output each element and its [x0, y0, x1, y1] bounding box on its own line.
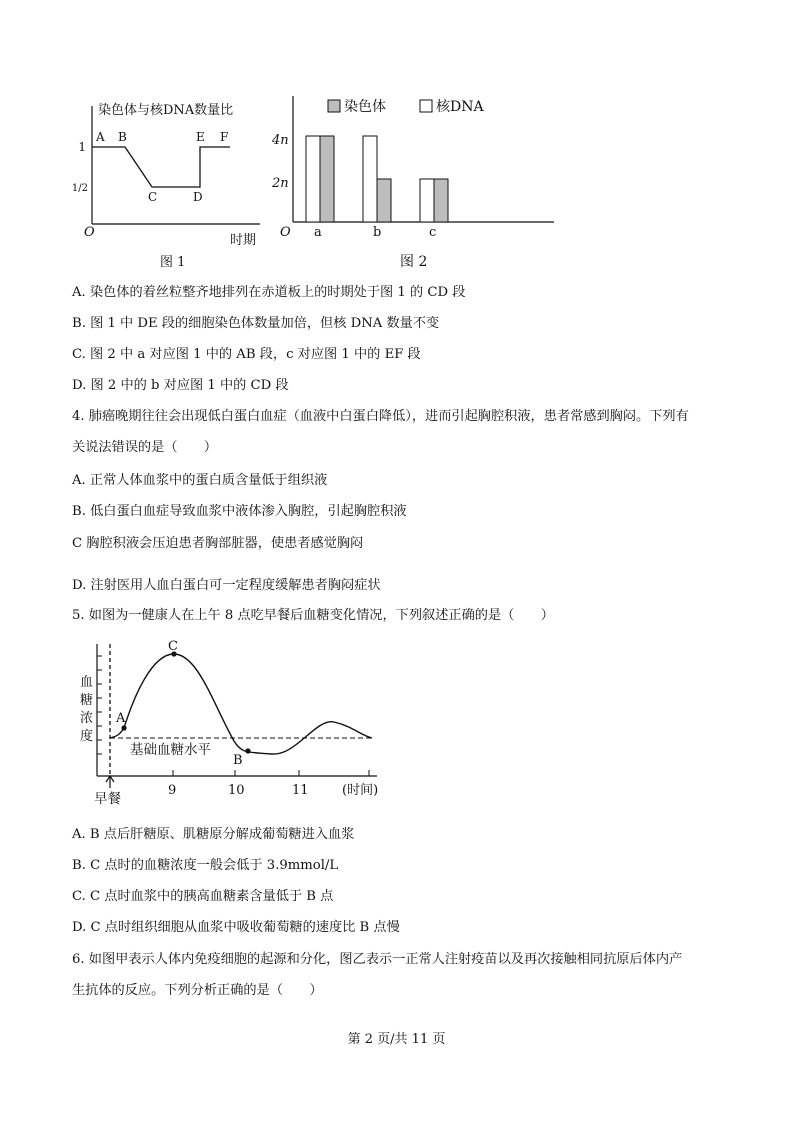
q5-point-A-dot [121, 725, 126, 730]
fig2-legend-dna-swatch [420, 100, 432, 112]
fig2-bar-b-dna [363, 136, 377, 222]
fig2-legend-chrom: 染色体 [344, 99, 386, 115]
q5-point-C-label: C [168, 639, 178, 654]
q5-xtick-label-11: 11 [292, 783, 309, 798]
q5-option-c: C. C 点时血浆中的胰高血糖素含量低于 B 点 [72, 889, 334, 904]
q4-option-a: A. 正常人体血浆中的蛋白质含量低于组织液 [72, 473, 328, 488]
q5-baseline-label: 基础血糖水平 [130, 742, 211, 758]
q3-option-b: B. 图 1 中 DE 段的细胞染色体数量加倍，但核 DNA 数量不变 [72, 316, 440, 331]
q5-point-B-label: B [233, 753, 243, 768]
fig1-point-A: A [96, 130, 105, 144]
q5-xtick-label-9: 9 [168, 783, 177, 798]
fig2-ytick-4n: 4n [272, 133, 289, 148]
fig1-origin: O [84, 225, 95, 240]
q4-stem-line2: 关说法错误的是（ ） [72, 440, 218, 455]
fig2-bars [306, 136, 448, 222]
fig1-point-B: B [118, 130, 127, 144]
q3-option-c: C. 图 2 中 a 对应图 1 中的 AB 段，c 对应图 1 中的 EF 段 [72, 347, 421, 362]
fig2-legend-chrom-swatch [328, 100, 340, 112]
q5-option-a: A. B 点后肝糖原、肌糖原分解成葡萄糖进入血浆 [72, 827, 355, 842]
fig1-point-C: C [148, 190, 158, 204]
q5-y-char-2: 糖 [80, 693, 94, 708]
q5-breakfast-label: 早餐 [94, 791, 121, 807]
q5-xtick-label-10: 10 [228, 783, 245, 798]
page-footer: 第 2 页/共 11 页 [347, 1032, 446, 1047]
q5-option-d: D. C 点时组织细胞从血浆中吸收葡萄糖的速度比 B 点慢 [72, 920, 400, 935]
q4-option-d: D. 注射医用人血白蛋白可一定程度缓解患者胸闷症状 [72, 578, 381, 593]
q5-point-A-label: A [116, 711, 126, 726]
q5-y-char-3: 浓 [80, 711, 94, 726]
q5-y-ticks [97, 656, 102, 754]
q4-option-c: C 胸腔积液会压迫患者胸部脏器，使患者感觉胸闷 [72, 536, 364, 551]
fig2-bar-c-chromosome [434, 179, 448, 222]
fig1-y-title: 染色体与核DNA数量比 [98, 103, 234, 118]
q5-option-b: B. C 点时的血糖浓度一般会低于 3.9mmol/L [72, 858, 339, 873]
fig2-cat-a: a [314, 225, 322, 240]
fig1-point-F: F [220, 130, 229, 144]
fig2-origin: O [280, 225, 291, 240]
fig2-bar-c-dna [420, 179, 434, 222]
q5-breakfast-arrow-icon [106, 776, 114, 788]
fig2-cat-b: b [373, 225, 382, 240]
q5-y-char-1: 血 [80, 675, 94, 690]
q5-stem: 5. 如图为一健康人在上午 8 点吃早餐后血糖变化情况，下列叙述正确的是（ ） [72, 608, 554, 623]
fig2-bar-a-chromosome [320, 136, 334, 222]
fig2-caption: 图 2 [400, 254, 428, 270]
figure-1 [71, 96, 270, 272]
fig2-bar-b-chromosome [377, 179, 391, 222]
fig1-point-D: D [193, 190, 203, 204]
fig1-x-label: 时期 [230, 233, 257, 248]
fig2-bar-a-dna [306, 136, 320, 222]
fig1-ytick-1: 1 [78, 140, 86, 154]
q3-option-d: D. 图 2 中的 b 对应图 1 中的 CD 段 [72, 378, 289, 393]
fig2-cat-c: c [429, 225, 437, 240]
q6-stem-line2: 生抗体的反应。下列分析正确的是（ ） [72, 983, 323, 998]
q5-glucose-curve [110, 654, 372, 754]
fig1-ytick-half: 1/2 [71, 183, 88, 194]
q5-blood-glucose-figure [72, 636, 392, 810]
figure-2 [268, 94, 558, 274]
q3-option-a: A. 染色体的着丝粒整齐地排列在赤道板上的时期处于图 1 的 CD 段 [72, 285, 466, 300]
q5-y-label [80, 675, 93, 744]
q5-point-B-dot [245, 748, 250, 753]
q4-option-b: B. 低白蛋白血症导致血浆中液体渗入胸腔，引起胸腔积液 [72, 504, 407, 519]
fig2-ytick-2n: 2n [272, 176, 289, 191]
q5-y-char-4: 度 [80, 729, 94, 744]
fig1-caption: 图 1 [160, 255, 186, 270]
fig2-legend-dna: 核DNA [436, 99, 484, 115]
q5-x-label: (时间) [342, 783, 379, 798]
fig1-point-E: E [196, 130, 205, 144]
fig1-ratio-line [92, 147, 230, 187]
q6-stem-line1: 6. 如图甲表示人体内免疫细胞的起源和分化，图乙表示一正常人注射疫苗以及再次接触相同抗原后体内产 [72, 952, 683, 967]
q4-stem-line1: 4. 肺癌晚期往往会出现低白蛋白血症（血液中白蛋白降低），进而引起胸腔积液，患者常感到胸闷。下列有 [72, 409, 689, 424]
